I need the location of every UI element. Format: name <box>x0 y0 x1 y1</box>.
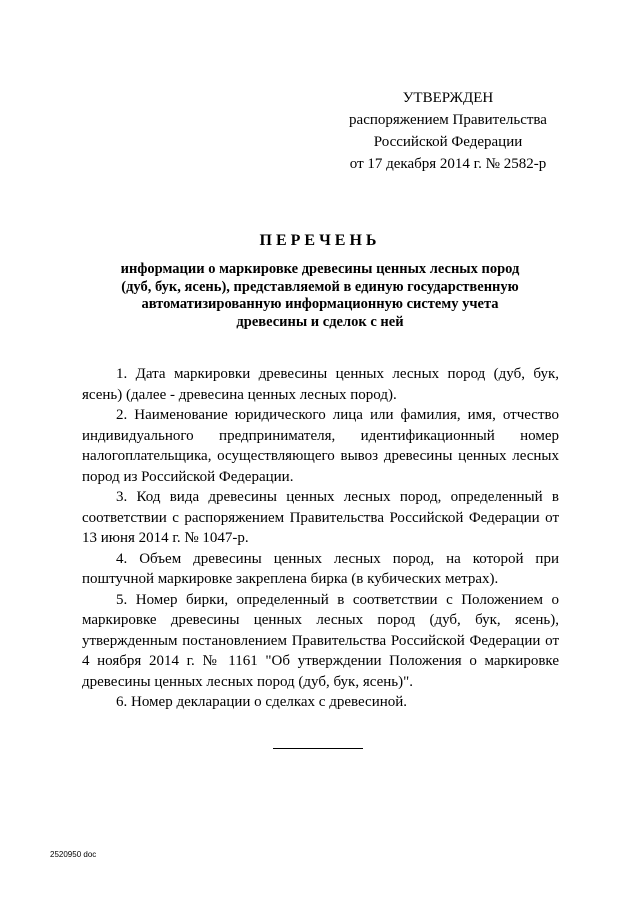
list-item: 5. Номер бирки, определенный в соответствии с Положением о маркировке древесины ценных лесных пород (дуб, бук, ясень), утвержденным постановлением Правительства Российской Федерации от 4 ноября 2014 г. № 1161 "Об утверждении Положения о маркировке древесины ценных лесных пород (дуб, бук, ясень)". <box>82 591 559 690</box>
list-item: 1. Дата маркировки древесины ценных лесных пород (дуб, бук, ясень) (далее - древесина ценных лесных пород). <box>82 366 559 403</box>
approval-authority: распоряжением Правительства <box>349 112 547 128</box>
document-body <box>82 364 559 713</box>
document-subtitle <box>100 261 540 331</box>
document-title: ПЕРЕЧЕНЬ <box>259 232 381 249</box>
approval-heading: УТВЕРЖДЕН <box>402 90 494 106</box>
subtitle-line: информации о маркировке древесины ценных лесных пород <box>120 261 520 277</box>
subtitle-line: автоматизированную информационную систему учета <box>141 296 499 312</box>
list-item: 6. Номер декларации о сделках с древесиной. <box>116 694 408 710</box>
document-file-number: 2520950 doc <box>50 850 97 859</box>
list-item: 2. Наименование юридического лица или фамилия, имя, отчество индивидуального предпринимателя, идентификационный номер налогоплательщика, осуществляющего вывоз древесины ценных лесных пород из Российской Федерации. <box>82 407 559 485</box>
approval-stamp <box>330 87 566 175</box>
list-item: 3. Код вида древесины ценных лесных пород, определенный в соответствии с распоряжением Правительства Российской Федерации от 13 июня 2014 г. № 1047-р. <box>82 489 559 546</box>
approval-country: Российской Федерации <box>373 134 523 150</box>
list-item: 4. Объем древесины ценных лесных пород, на которой при поштучной маркировке закреплена бирка (в кубических метрах). <box>82 550 559 587</box>
subtitle-line: (дуб, бук, ясень), представляемой в единую государственную <box>121 278 519 295</box>
end-separator-line <box>273 748 363 749</box>
subtitle-line: древесины и сделок с ней <box>236 313 404 330</box>
approval-date-number: от 17 декабря 2014 г. № 2582-р <box>349 156 547 172</box>
